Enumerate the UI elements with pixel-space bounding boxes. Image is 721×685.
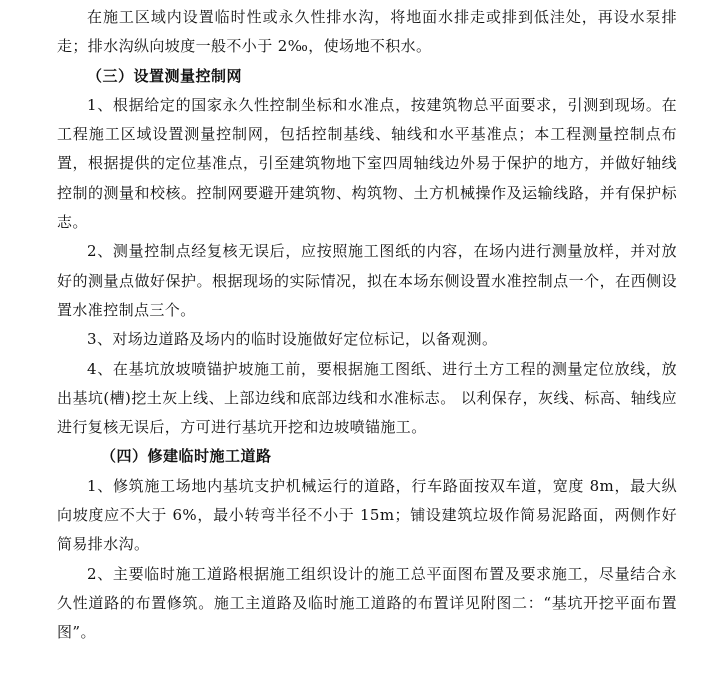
section-3-heading: （三）设置测量控制网 [87, 66, 243, 85]
section-4-paragraph-2: 2、主要临时施工道路根据施工组织设计的施工总平面图布置及要求施工，尽量结合永久性道路的布置修筑。施工主道路及临时施工道路的布置详见附图二：“基坑开挖平面布置图”。 [57, 564, 677, 642]
intro-paragraph: 在施工区域内设置临时性或永久性排水沟，将地面水排走或排到低洼处，再设水泵排走；排水沟纵向坡度一般不小于 2‰，使场地不积水。 [57, 8, 677, 56]
section-3-paragraph-2: 2、测量控制点经复核无误后，应按照施工图纸的内容，在场内进行测量放样，并对放好的测量点做好保护。根据现场的实际情况，拟在本场东侧设置水准控制点一个，在西侧设置水准控制点三个。 [57, 242, 677, 319]
section-4-heading: （四）修建临时施工道路 [101, 447, 272, 466]
section-3-paragraph-1: 1、根据给定的国家永久性控制坐标和水准点，按建筑物总平面要求，引测到现场。在工程施工区域设置测量控制网，包括控制基线、轴线和水平基准点；本工程测量控制点布置，根据提供的定位基准点，引至建筑物地下室四周轴线边外易于保护的地方，并做好轴线控制的测量和校核。控制网要避开建筑物、构筑物、土方机械操作及运输线路，并有保护标志。 [57, 95, 677, 232]
section-3-paragraph-3: 3、对场边道路及场内的临时设施做好定位标记，以备观测。 [87, 330, 498, 349]
section-4-paragraph-1: 1、修筑施工场地内基坑支护机械运行的道路，行车路面按双车道，宽度 8m，最大纵向坡度应不大于 6%，最小转弯半径不小于 15m；铺设建筑垃圾作简易泥路面，两侧作好简易排水沟。 [57, 476, 677, 554]
section-3-paragraph-4: 4、在基坑放坡喷锚护坡施工前，要根据施工图纸、进行土方工程的测量定位放线，放出基坑(槽)挖土灰上线、上部边线和底部边线和水准标志。 以利保存，灰线、标高、轴线应进行复核无误后，方可进行基坑开挖和边坡喷锚施工。 [57, 359, 677, 437]
document-page [57, 0, 677, 648]
